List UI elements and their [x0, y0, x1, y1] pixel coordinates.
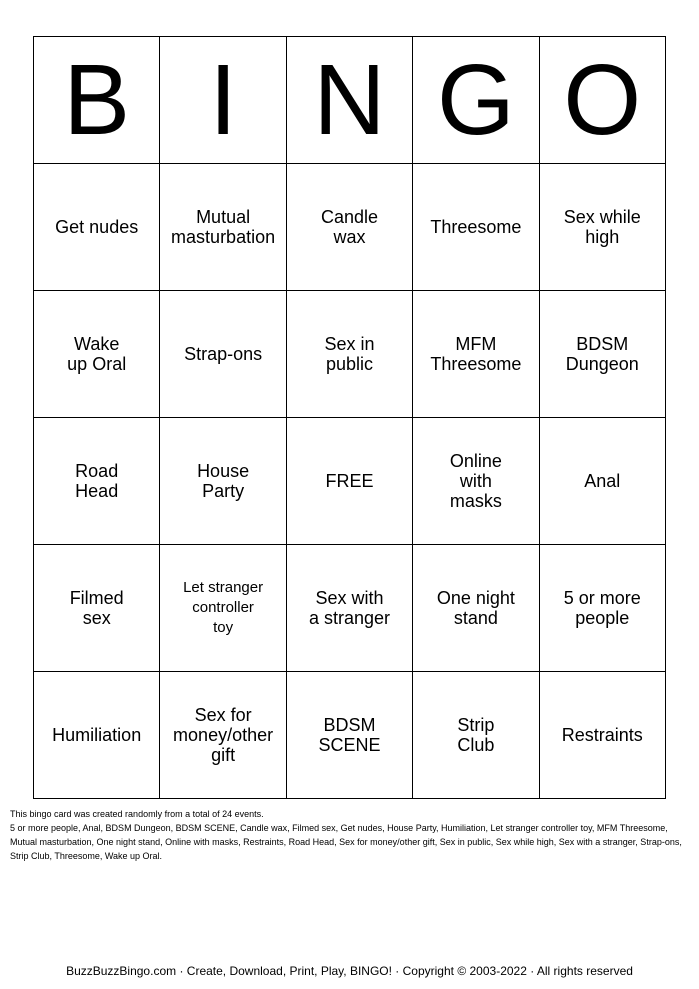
bingo-cell: [539, 164, 665, 291]
bingo-cell: [539, 545, 665, 672]
cell-text: Sex with a stranger: [308, 588, 390, 628]
card-info-summary: This bingo card was created randomly from a total of 24 events.: [10, 809, 264, 819]
bingo-cell: [160, 164, 286, 291]
bingo-cell: [286, 291, 412, 418]
bingo-cell: [539, 418, 665, 545]
bingo-cell: [160, 291, 286, 418]
bingo-card: [33, 36, 666, 799]
bingo-cell: [34, 291, 160, 418]
bingo-row-1: [34, 164, 666, 291]
cell-text: Anal: [584, 471, 621, 491]
bingo-cell: [160, 545, 286, 672]
bingo-cell: [539, 291, 665, 418]
header-letter-i: I: [160, 37, 286, 164]
cell-text: Let stranger controller toy: [183, 579, 264, 636]
bingo-cell: [413, 418, 539, 545]
cell-text: Online with masks: [449, 451, 502, 511]
bingo-cell: [413, 164, 539, 291]
bingo-cell: [286, 545, 412, 672]
cell-text: Humiliation: [52, 725, 142, 745]
cell-text: House Party: [197, 461, 250, 501]
cell-text: Road Head: [75, 461, 119, 501]
bingo-cell: [160, 672, 286, 799]
bingo-cell: [539, 672, 665, 799]
cell-text: Wake up Oral: [67, 334, 127, 374]
bingo-cell: [413, 545, 539, 672]
header-letter-b: B: [34, 37, 160, 164]
card-info-event-list: 5 or more people, Anal, BDSM Dungeon, BDSM SCENE, Candle wax, Filmed sex, Get nudes, House Party, Humiliation, Let stranger controller toy, MFM Threesome, Mutual masturbation, One night stand, Online with masks, Restraints, Road Head, Sex for money/other gift, Sex in public, Sex while high, Sex with a stranger, Strap-ons, Strip Club, Threesome, Wake up Oral.: [10, 823, 682, 861]
cell-text: BDSM SCENE: [318, 715, 381, 755]
bingo-cell: [413, 291, 539, 418]
cell-text: Strap-ons: [184, 344, 263, 364]
cell-text: Restraints: [561, 725, 643, 745]
cell-text: MFM Threesome: [430, 334, 522, 374]
header-letter-g: G: [413, 37, 539, 164]
bingo-cell: [286, 672, 412, 799]
cell-text: Mutual masturbation: [171, 207, 276, 247]
bingo-row-2: [34, 291, 666, 418]
bingo-row-4: [34, 545, 666, 672]
cell-text: 5 or more people: [563, 588, 641, 628]
cell-text: One night stand: [436, 588, 515, 628]
cell-text: Get nudes: [55, 217, 139, 237]
bingo-header-row: [34, 37, 666, 164]
bingo-cell: [34, 418, 160, 545]
bingo-cell: [34, 164, 160, 291]
card-info: [10, 807, 682, 863]
cell-text: Strip Club: [457, 715, 495, 755]
cell-text: Sex in public: [324, 334, 375, 374]
cell-text: Threesome: [430, 217, 522, 237]
header-letter-n: N: [286, 37, 412, 164]
header-letter-o: O: [539, 37, 665, 164]
cell-text: Sex for money/other gift: [173, 705, 274, 765]
bingo-row-5: [34, 672, 666, 799]
cell-text: FREE: [325, 471, 374, 491]
free-space-cell: [286, 418, 412, 545]
bingo-cell: [160, 418, 286, 545]
cell-text: Sex while high: [563, 207, 641, 247]
bingo-cell: [413, 672, 539, 799]
bingo-cell: [34, 545, 160, 672]
bingo-cell: [34, 672, 160, 799]
cell-text: Candle wax: [320, 207, 378, 247]
site-footer: BuzzBuzzBingo.com · Create, Download, Print, Play, BINGO! · Copyright © 2003-2022 · All rights reserved: [66, 964, 633, 978]
bingo-row-3: [34, 418, 666, 545]
cell-text: Filmed sex: [69, 588, 124, 628]
bingo-cell: [286, 164, 412, 291]
cell-text: BDSM Dungeon: [565, 334, 639, 374]
